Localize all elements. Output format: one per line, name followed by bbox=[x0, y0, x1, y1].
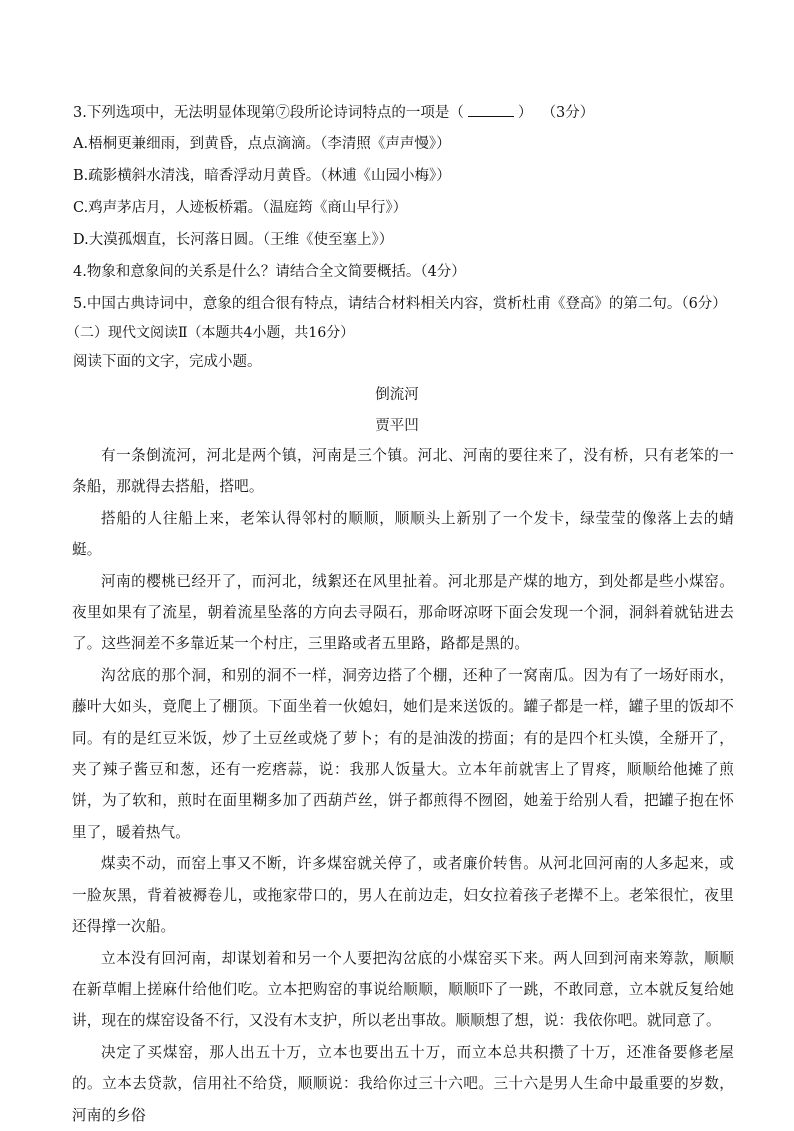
paragraph: 立本没有回河南，却谋划着和另一个人要把沟岔底的小煤窑买下来。两人回到河南来筹款，顺顺在新草帽上搓麻什给他们吃。立本把购窑的事说给顺顺，顺顺吓了一跳，不敢同意，立本就反复给她讲，现在的煤窑设备不行，又没有木支护，所以老出事故。顺顺想了想，说：我依你吧。就同意了。 bbox=[72, 949, 734, 1030]
question-4: 4.物象和意象间的关系是什么？请结合全文简要概括。（4分） bbox=[73, 264, 466, 280]
question-3-text: 3.下列选项中，无法明显体现第⑦段所论诗词特点的一项是（ bbox=[73, 105, 464, 121]
paragraph: 河南的樱桃已经开了，而河北，绒絮还在风里扯着。河北那是产煤的地方，到处都是些小煤窑。夜里如果有了流星，朝着流星坠落的方向去寻陨石，那命呀凉呀下面会发现一个洞，洞斜着就钻进去了。这些洞差不多靠近某一个村庄，三里路或者五里路，路都是黑的。 bbox=[72, 572, 734, 653]
reading-instruction: 阅读下面的文字，完成小题。 bbox=[73, 354, 262, 370]
article-author: 贾平凹 bbox=[375, 418, 419, 434]
option-a: A.梧桐更兼细雨，到黄昏，点点滴滴。（李清照《声声慢》） bbox=[73, 136, 451, 152]
paragraph: 有一条倒流河，河北是两个镇，河南是三个镇。河北、河南的要往来了，没有桥，只有老笨的一条船，那就得去搭船，搭吧。 bbox=[72, 447, 734, 496]
option-c: C.鸡声茅店月，人迹板桥霜。（温庭筠《商山早行》） bbox=[73, 200, 408, 216]
paragraph: 沟岔底的那个洞，和别的洞不一样，洞旁边搭了个棚，还种了一窝南瓜。因为有了一场好雨水，藤叶大如头，竟爬上了棚顶。下面坐着一伙媳妇，她们是来送饭的。罐子都是一样，罐子里的饭却不同。有的是红豆米饭，炒了土豆丝或烧了萝卜；有的是油泼的捞面；有的是四个杠头馍，全掰开了，夹了辣子酱豆和葱，还有一疙瘩蒜，说：我那人饭量大。立本年前就害上了胃疼，顺顺给他摊了煎饼，为了软和，煎时在面里糊多加了西葫芦丝，饼子都煎得不囫囵，她羞于给别人看，把罐子抱在怀里了，暖着热气。 bbox=[72, 666, 734, 841]
question-3-close: ） bbox=[517, 105, 533, 121]
section-heading: （二）现代文阅读Ⅱ（本题共4小题，共16分） bbox=[66, 325, 355, 341]
paragraph: 搭船的人往船上来，老笨认得邻村的顺顺，顺顺头上新别了一个发卡，绿莹莹的像落上去的蜻蜓。 bbox=[72, 509, 734, 559]
paragraph: 决定了买煤窑，那人出五十万，立本也要出五十万，而立本总共积攒了十万，还准备要修老屋的。立本去贷款，信用社不给贷，顺顺说：我给你过三十六吧。三十六是男人生命中最重要的岁数，河南的乡俗 bbox=[72, 1043, 734, 1124]
option-d: D.大漠孤烟直，长河落日圆。（王维《使至塞上》） bbox=[73, 232, 394, 248]
article-body bbox=[72, 440, 734, 1131]
option-b: B.疏影横斜水清浅，暗香浮动月黄昏。（林逋《山园小梅》） bbox=[73, 168, 451, 184]
paragraph: 煤卖不动，而窑上事又不断，许多煤窑就关停了，或者廉价转售。从河北回河南的人多起来，或一脸灰黑，背着被褥卷儿，或拖家带口的，男人在前边走，妇女拉着孩子老撵不上。老笨很忙，夜里还得撑一次船。 bbox=[72, 855, 734, 936]
answer-blank bbox=[468, 102, 514, 117]
question-5: 5.中国古典诗词中，意象的组合很有特点，请结合材料相关内容，赏析杜甫《登高》的第二句。（6分） bbox=[73, 296, 727, 312]
question-3-score: （3分） bbox=[541, 105, 595, 121]
article-title: 倒流河 bbox=[375, 387, 419, 403]
question-3-stem bbox=[73, 102, 733, 123]
